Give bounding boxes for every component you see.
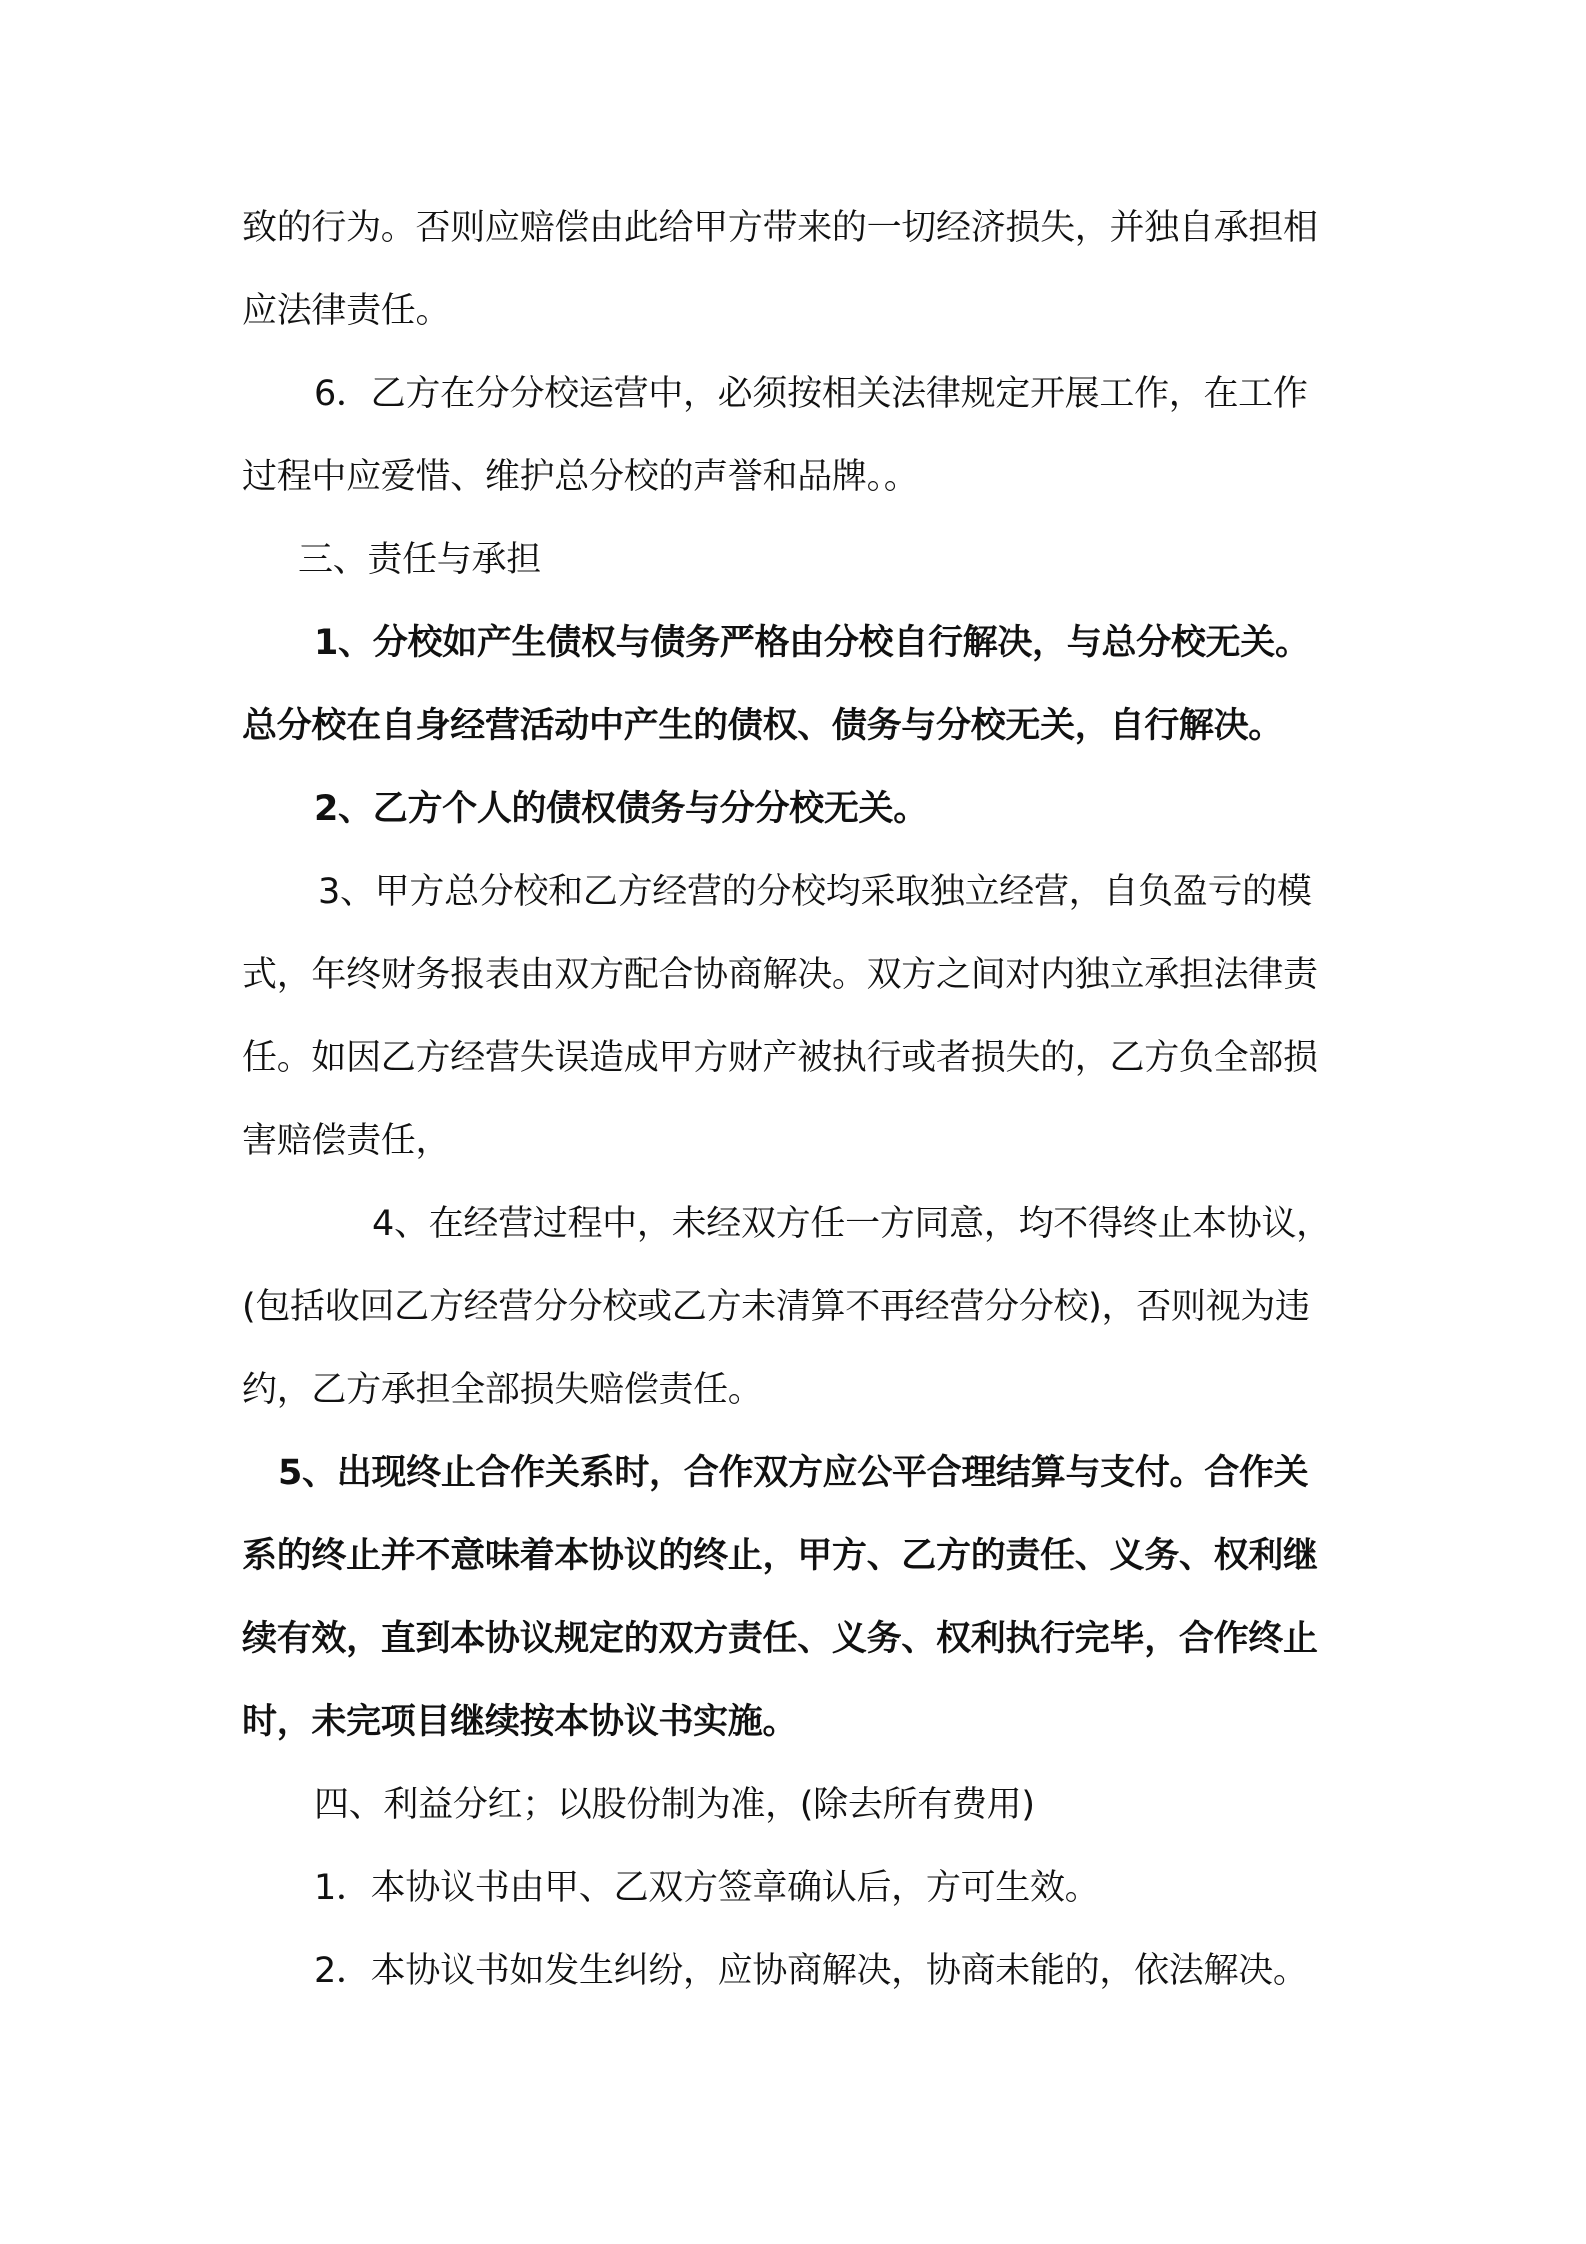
text-line: 害赔偿责任， [242, 1121, 451, 1161]
text-line: 时，未完项目继续按本协议书实施。 [242, 1702, 798, 1742]
text-line: 2．本协议书如发生纠纷，应协商解决，协商未能的，依法解决。 [314, 1951, 1308, 1991]
section-heading: 四、利益分红；以股份制为准，(除去所有费用) [314, 1785, 1035, 1825]
text-line: 约，乙方承担全部损失赔偿责任。 [242, 1370, 763, 1410]
text-line: 6．乙方在分分校运营中，必须按相关法律规定开展工作，在工作 [314, 374, 1308, 414]
text-line: 5、出现终止合作关系时，合作双方应公平合理结算与支付。合作关 [278, 1453, 1309, 1493]
section-heading: 三、责任与承担 [298, 540, 541, 580]
text-line: 1．本协议书由甲、乙双方签章确认后，方可生效。 [314, 1868, 1100, 1908]
text-line: 过程中应爱惜、维护总分校的声誉和品牌。。 [242, 457, 919, 497]
text-line: 4、在经营过程中，未经双方任一方同意，均不得终止本协议， [372, 1204, 1331, 1244]
text-line: 系的终止并不意味着本协议的终止，甲方、乙方的责任、义务、权利继 [242, 1536, 1318, 1576]
text-line: 式，年终财务报表由双方配合协商解决。双方之间对内独立承担法律责 [242, 955, 1318, 995]
text-line: 总分校在自身经营活动中产生的债权、债务与分校无关，自行解决。 [242, 706, 1284, 746]
text-line: 2、乙方个人的债权债务与分分校无关。 [314, 789, 928, 829]
text-line: 任。如因乙方经营失误造成甲方财产被执行或者损失的，乙方负全部损 [242, 1038, 1318, 1078]
text-line: (包括收回乙方经营分分校或乙方未清算不再经营分分校)，否则视为违 [242, 1287, 1310, 1327]
text-line: 3、甲方总分校和乙方经营的分校均采取独立经营，自负盈亏的模 [318, 872, 1312, 912]
text-line: 应法律责任。 [242, 291, 451, 331]
text-line: 续有效，直到本协议规定的双方责任、义务、权利执行完毕，合作终止 [242, 1619, 1318, 1659]
text-line: 1、分校如产生债权与债务严格由分校自行解决，与总分校无关。 [314, 623, 1310, 663]
text-line: 致的行为。否则应赔偿由此给甲方带来的一切经济损失，并独自承担相 [242, 208, 1318, 248]
